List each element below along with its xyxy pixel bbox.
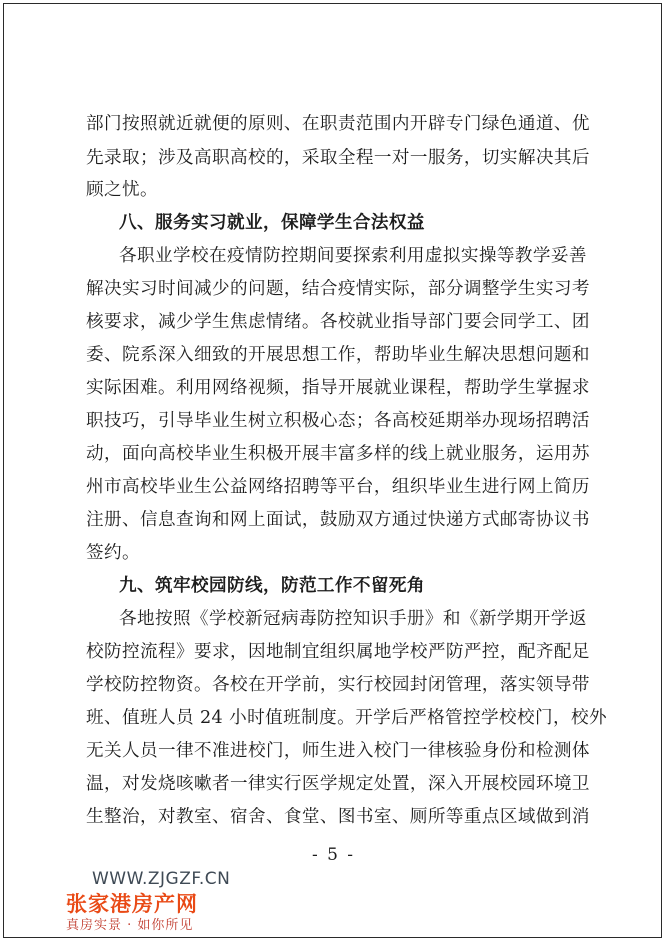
paragraph-line: 解决实习时间减少的问题，结合疫情实际，部分调整学生实习考 <box>86 279 590 299</box>
page-border <box>3 3 662 938</box>
paragraph-line: 校防控流程》要求，因地制宜组织属地学校严防严控，配齐配足 <box>86 642 590 662</box>
paragraph-line: 温，对发烧咳嗽者一律实行医学规定处置，深入开展校园环境卫 <box>86 774 590 794</box>
paragraph-line: 先录取；涉及高职高校的，采取全程一对一服务，切实解决其后 <box>86 148 590 168</box>
watermark-logo-text: 张家港房产网 <box>66 892 198 916</box>
section-heading-9: 九、筑牢校园防线，防范工作不留死角 <box>119 576 425 596</box>
paragraph-line: 各职业学校在疫情防控期间要探索利用虚拟实操等教学妥善 <box>119 246 587 266</box>
paragraph-line: 州市高校毕业生公益网络招聘等平台，组织毕业生进行网上简历 <box>86 477 590 497</box>
paragraph-line: 职技巧，引导毕业生树立积极心态；各高校延期举办现场招聘活 <box>86 411 590 431</box>
paragraph-line: 签约。 <box>86 543 140 563</box>
paragraph-line: 顾之忧。 <box>86 180 158 200</box>
paragraph-line: 动，面向高校毕业生积极开展丰富多样的线上就业服务，运用苏 <box>86 444 590 464</box>
paragraph-line: 班、值班人员 24 小时值班制度。开学后严格管控学校校门，校外 <box>86 708 608 728</box>
paragraph-line: 学校防控物资。各校在开学前，实行校园封闭管理，落实领导带 <box>86 675 590 695</box>
paragraph-line: 部门按照就近就便的原则、在职责范围内开辟专门绿色通道、优 <box>86 114 590 134</box>
page-number: - 5 - <box>311 845 356 865</box>
watermark-slogan: 真房实景 · 如你所见 <box>66 918 194 933</box>
watermark-url: WWW.ZJGZF.CN <box>92 869 231 889</box>
paragraph-line: 注册、信息查询和网上面试，鼓励双方通过快递方式邮寄协议书 <box>86 510 590 530</box>
paragraph-line: 实际困难。利用网络视频，指导开展就业课程，帮助学生掌握求 <box>86 378 590 398</box>
section-heading-8: 八、服务实习就业，保障学生合法权益 <box>119 213 425 233</box>
paragraph-line: 无关人员一律不准进校门，师生进入校门一律核验身份和检测体 <box>86 741 590 761</box>
paragraph-line: 委、院系深入细致的开展思想工作，帮助毕业生解决思想问题和 <box>86 345 590 365</box>
paragraph-line: 生整治，对教室、宿舍、食堂、图书室、厕所等重点区域做到消 <box>86 807 590 827</box>
paragraph-line: 各地按照《学校新冠病毒防控知识手册》和《新学期开学返 <box>119 609 587 629</box>
paragraph-line: 核要求，减少学生焦虑情绪。各校就业指导部门要会同学工、团 <box>86 312 590 332</box>
